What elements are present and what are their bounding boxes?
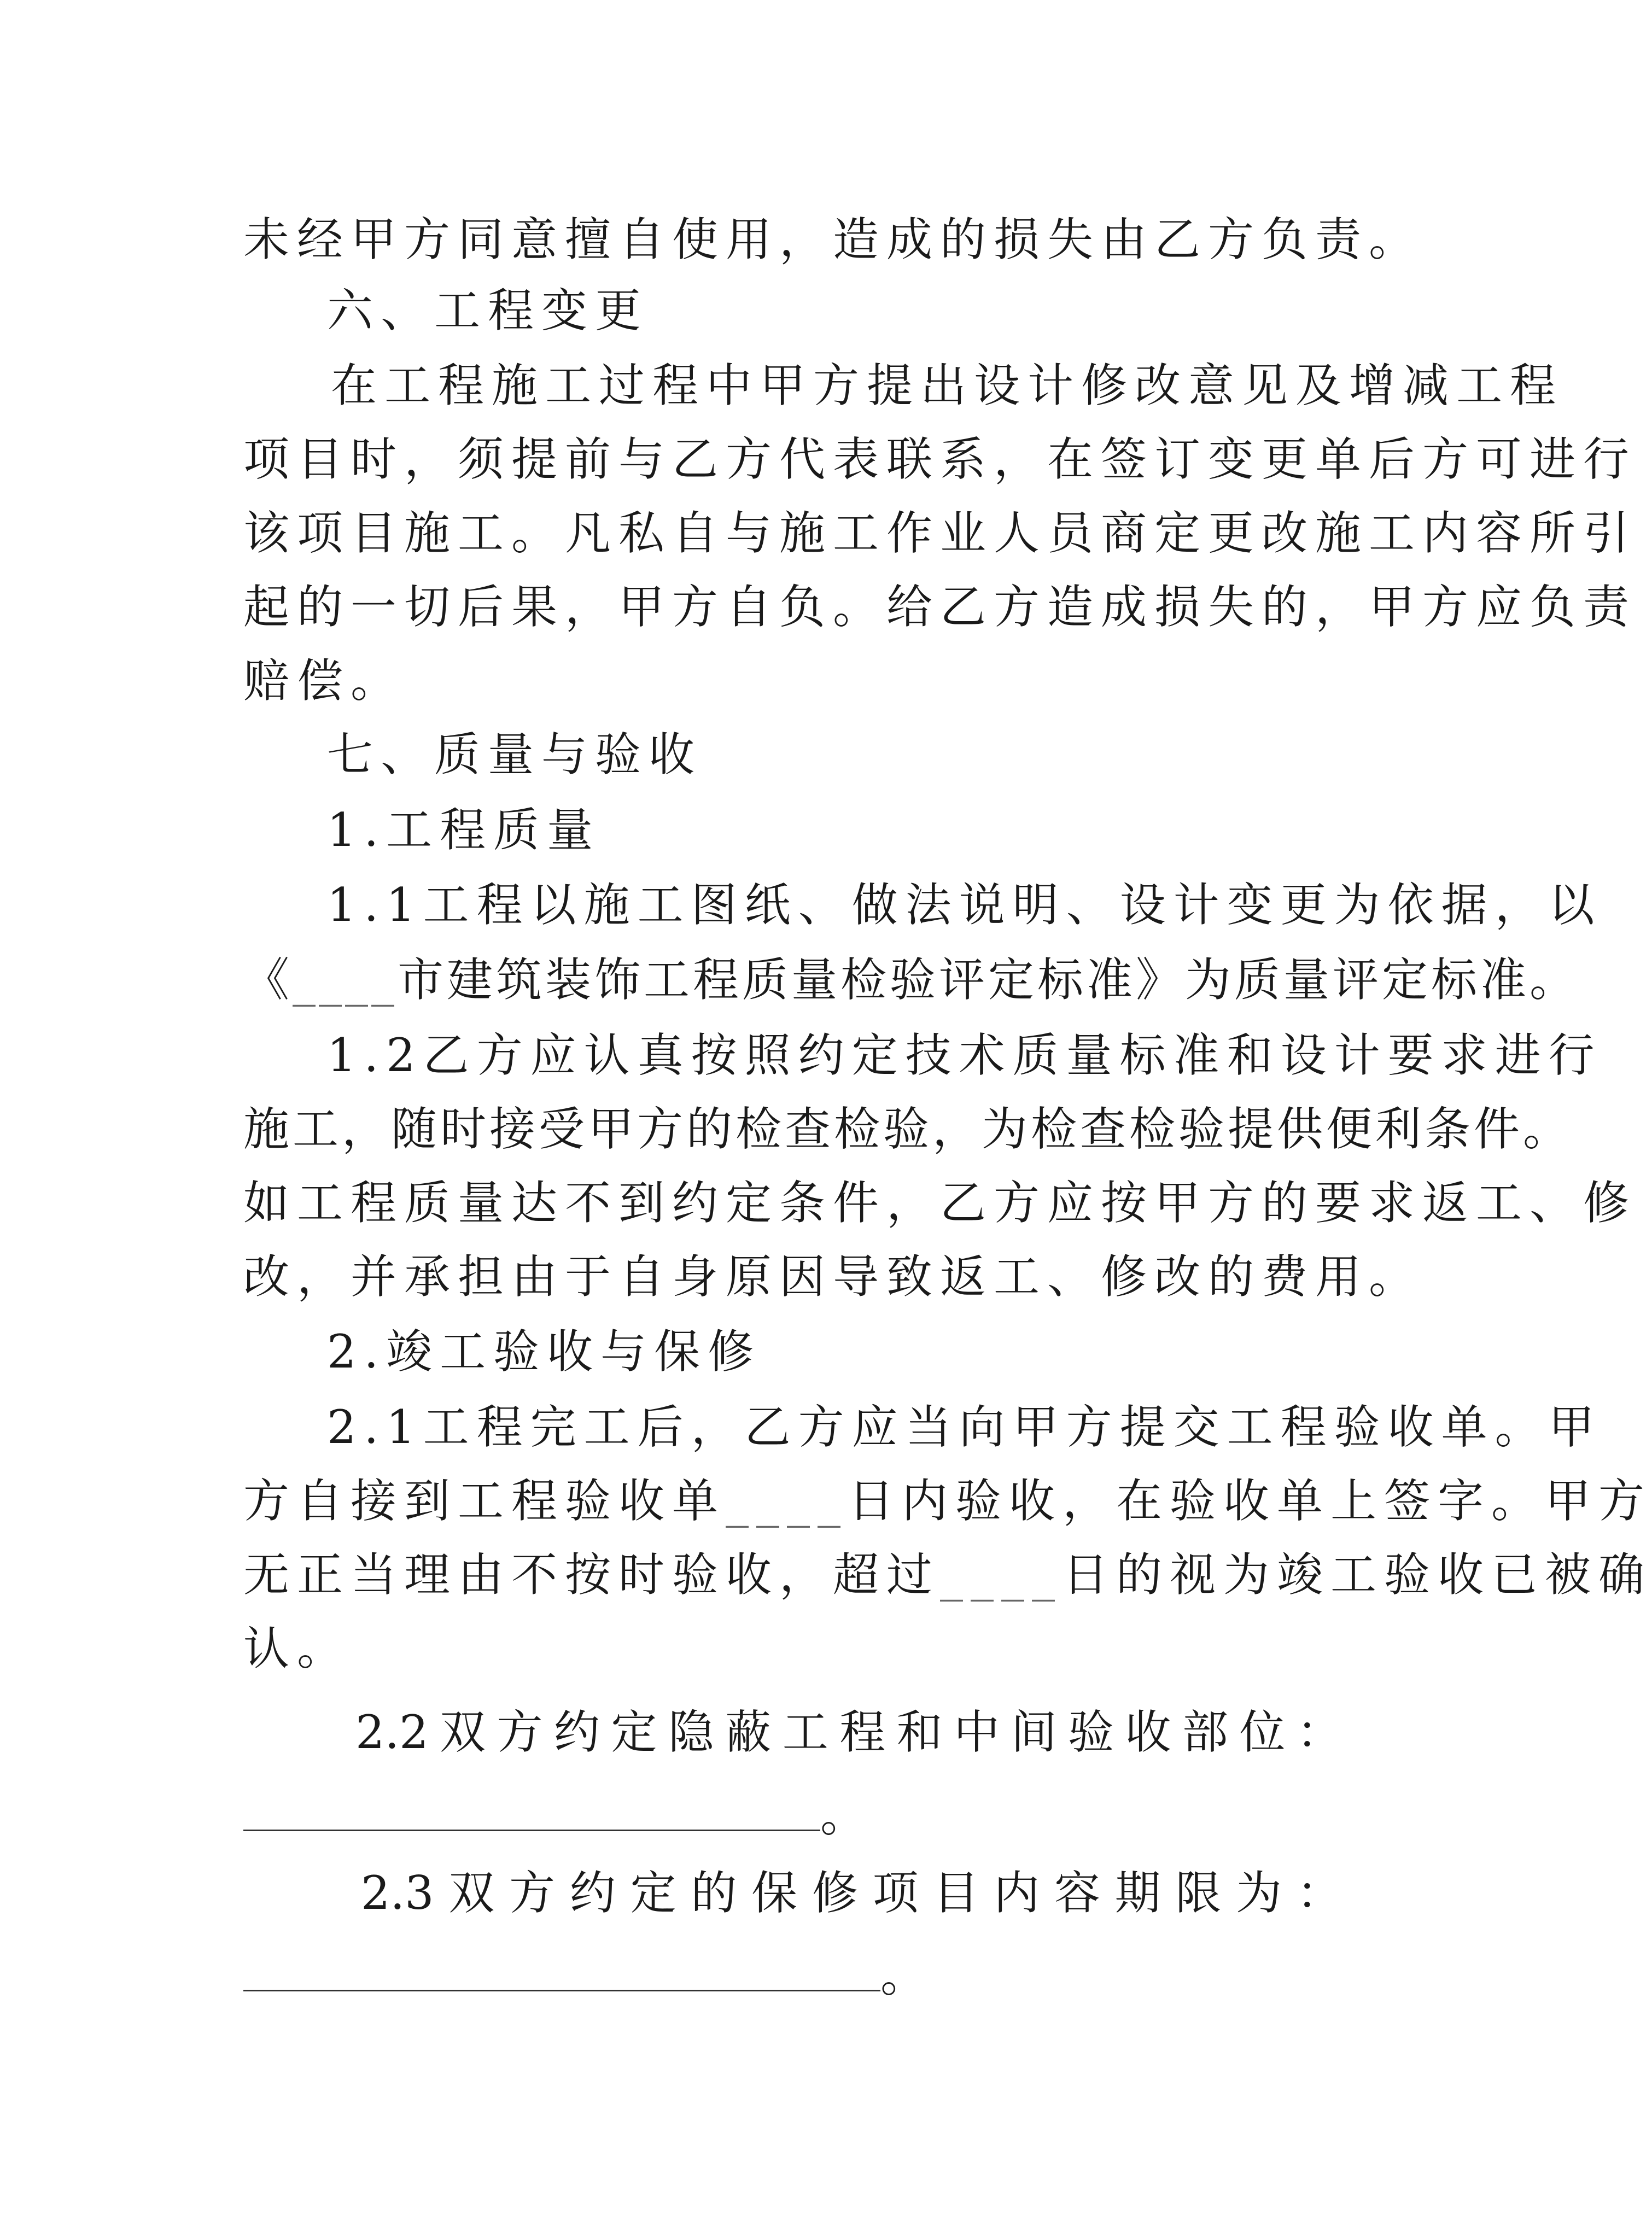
fill-blank: ____ [940, 1548, 1063, 1602]
text-fragment: 无正当理由不按时验收，超过 [243, 1548, 941, 1602]
text-line: 认。 [243, 1622, 351, 1675]
text-fragment: 为 [1236, 1866, 1282, 1920]
fill-blank [243, 1957, 880, 1991]
text-line: 该项目施工。凡私自与施工作业人员商定更改施工内容所引 [243, 506, 1637, 560]
text-fragment: 。 [880, 1949, 935, 2002]
text-fragment: 目 [933, 1866, 979, 1920]
text-line: 改，并承担由于自身原因导致返工、修改的费用。 [243, 1250, 1423, 1304]
subheading: 1.工程质量 [327, 803, 601, 857]
text-fragment: 程 [839, 1705, 886, 1759]
text-fragment: 定 [611, 1705, 657, 1759]
text-fragment: 日内验收，在验收单上签字。甲方 [848, 1474, 1652, 1528]
section-heading-6: 六、工程变更 [327, 284, 649, 337]
text-fragment: 工 [782, 1705, 828, 1759]
text-fragment: 双 [440, 1705, 486, 1759]
text-fragment: 期 [1114, 1866, 1161, 1920]
text-fragment: 和 [896, 1705, 943, 1759]
text-fragment: 约 [569, 1866, 616, 1920]
section-heading-7: 七、质量与验收 [327, 728, 703, 781]
text-fragment: 日的视为竣工验收已被确 [1063, 1548, 1652, 1602]
text-fragment: 项 [872, 1866, 919, 1920]
text-fragment: 保 [751, 1866, 798, 1920]
text-fragment: 方自接到工程验收单 [243, 1474, 726, 1528]
text-fragment: 约 [553, 1705, 600, 1759]
fill-line [243, 1788, 1342, 1843]
text-line: 项目时，须提前与乙方代表联系，在签订变更单后方可进行 [243, 433, 1637, 486]
text-fragment: 修 [812, 1866, 858, 1920]
fill-blank [243, 1797, 820, 1831]
text-fragment: 方 [497, 1705, 543, 1759]
clause-2-3 [361, 1866, 1342, 1920]
clause-2-2 [355, 1705, 1342, 1760]
text-line: 未经甲方同意擅自使用，造成的损失由乙方负责。 [243, 213, 1423, 266]
text-fragment: 定 [630, 1866, 676, 1920]
text-fragment: 双 [448, 1866, 495, 1920]
text-line: 起的一切后果，甲方自负。给乙方造成损失的，甲方应负责 [243, 580, 1637, 634]
text-fragment: 收 [1125, 1705, 1171, 1759]
text-fragment: 位 [1239, 1705, 1286, 1759]
text-fragment: 方 [509, 1866, 556, 1920]
text-line: 1.2乙方应认真按照约定技术质量标准和设计要求进行 [327, 1029, 1602, 1082]
fill-blank: ____ [293, 953, 398, 1007]
text-line [243, 1474, 1652, 1528]
fill-line [243, 1948, 1342, 2003]
fill-blank: ____ [726, 1474, 849, 1528]
text-fragment: 容 [1054, 1866, 1100, 1920]
text-fragment: 蔽 [725, 1705, 772, 1759]
text-line [243, 953, 1579, 1007]
text-fragment: 部 [1182, 1705, 1228, 1759]
text-line: 赔偿。 [243, 654, 405, 708]
text-fragment: ： [1296, 1866, 1342, 1920]
subheading: 2.竣工验收与保修 [327, 1325, 762, 1378]
text-fragment: 2.3 [361, 1866, 434, 1920]
text-line: 施工，随时接受甲方的检查检验，为检查检验提供便利条件。 [243, 1102, 1573, 1156]
text-fragment: 隐 [668, 1705, 714, 1759]
text-fragment: 2.2 [355, 1705, 429, 1759]
text-fragment: ： [1296, 1705, 1342, 1759]
text-fragment: 验 [1068, 1705, 1114, 1759]
text-line [243, 1547, 1652, 1602]
text-line: 1.1工程以施工图纸、做法说明、设计变更为依据，以 [327, 878, 1602, 932]
text-fragment: 《 [243, 953, 293, 1007]
text-fragment: 中 [954, 1705, 1000, 1759]
text-fragment: 内 [994, 1866, 1040, 1920]
text-line: 2.1工程完工后，乙方应当向甲方提交工程验收单。甲 [327, 1400, 1602, 1454]
text-fragment: 市建筑装饰工程质量检验评定标准》为质量评定标准。 [398, 953, 1579, 1007]
text-line: 在工程施工过程中甲方提出设计修改意见及增减工程 [331, 359, 1564, 412]
text-line: 如工程质量达不到约定条件，乙方应按甲方的要求返工、修 [243, 1176, 1637, 1230]
text-fragment: 的 [691, 1866, 737, 1920]
text-fragment: 限 [1175, 1866, 1222, 1920]
text-fragment: 间 [1011, 1705, 1057, 1759]
text-fragment: 。 [820, 1789, 874, 1842]
